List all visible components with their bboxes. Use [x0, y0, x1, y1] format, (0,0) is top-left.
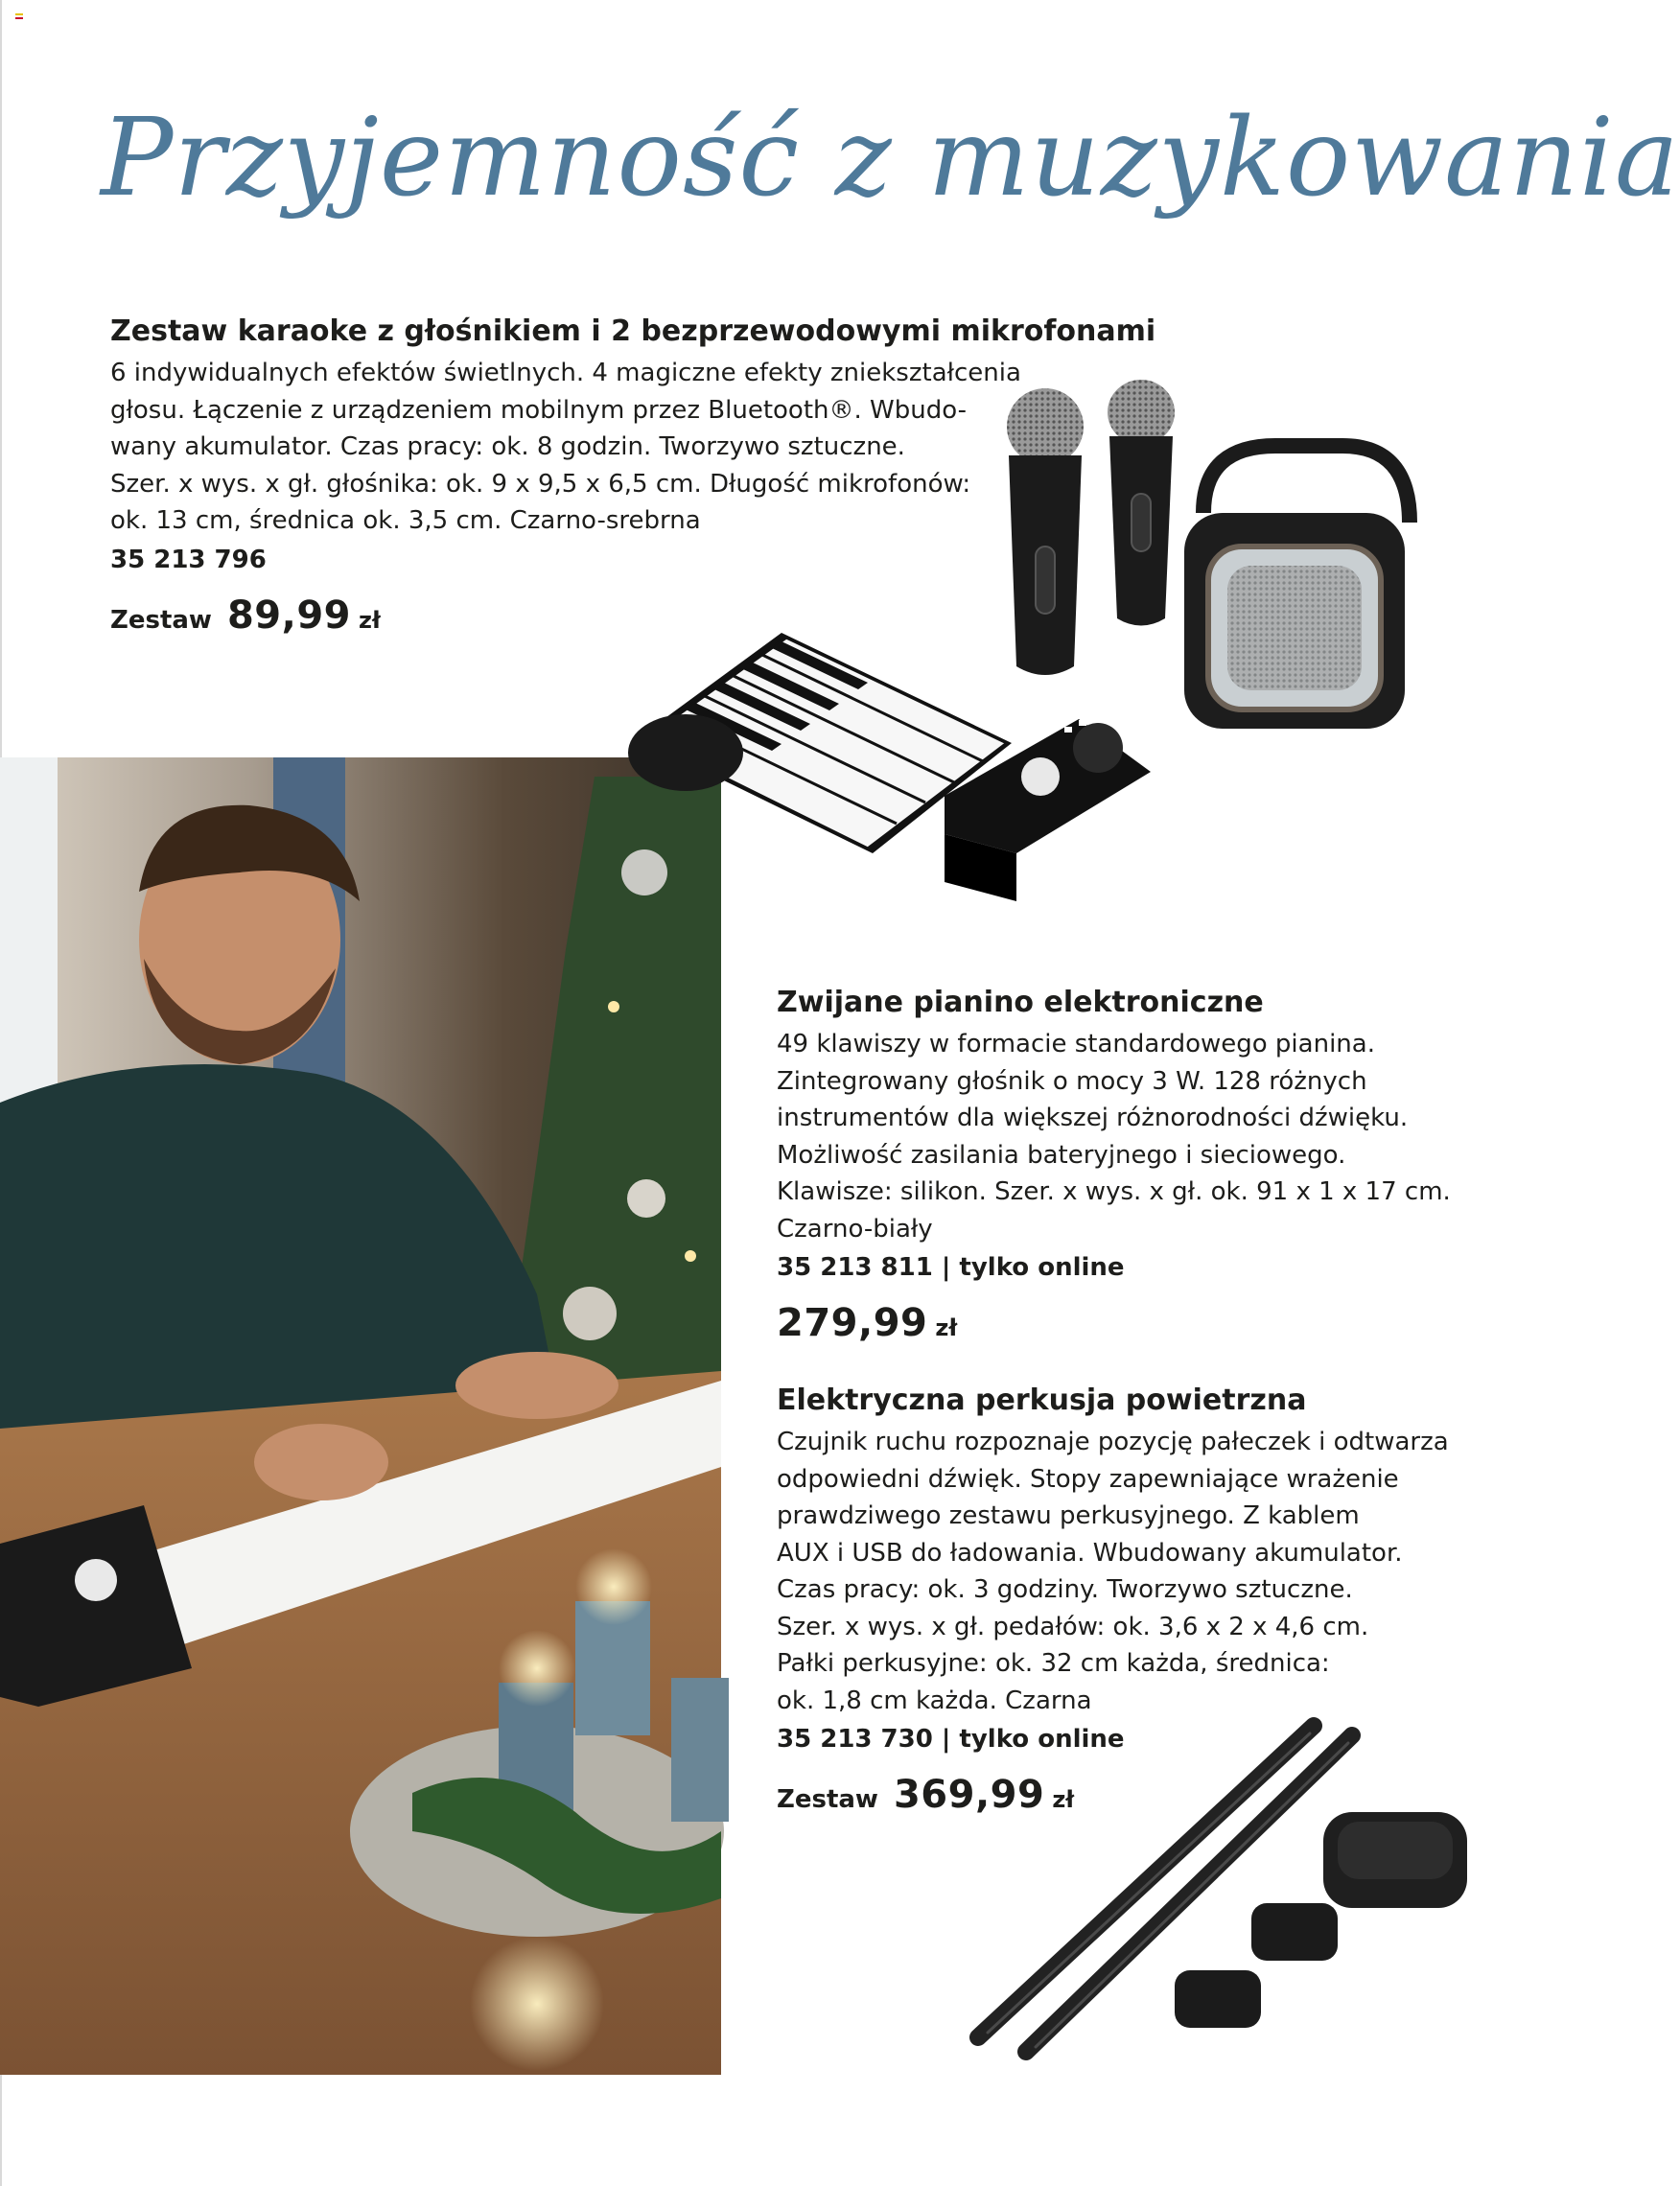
flag-icon	[15, 13, 29, 23]
microphone-head	[1108, 380, 1175, 445]
product-description	[777, 1424, 1449, 1719]
price-value: 279,99	[777, 1301, 928, 1345]
hand-right	[455, 1352, 618, 1419]
description-line: prawdziwego zestawu perkusyjnego. Z kablem	[777, 1501, 1360, 1530]
product-title: Zwijane pianino elektroniczne	[777, 986, 1264, 1019]
price-label: Zestaw	[777, 1785, 878, 1814]
description-line: 49 klawiszy w formacie standardowego pianina.	[777, 1030, 1375, 1058]
price-currency: zł	[1052, 1786, 1075, 1813]
product-title: Elektryczna perkusja powietrzna	[777, 1384, 1307, 1417]
foot-pedal	[1175, 1970, 1261, 2028]
foot-pedal	[1251, 1903, 1338, 1961]
product-code: 35 213 811 | tylko online	[777, 1253, 1125, 1282]
description-line: Zintegrowany głośnik o mocy 3 W. 128 różnych	[777, 1066, 1367, 1096]
description-line: Możliwość zasilania bateryjnego i sieciowego.	[777, 1140, 1346, 1170]
product-piano	[777, 984, 1451, 1345]
price-value: 89,99	[226, 593, 351, 638]
ornament	[563, 1287, 617, 1340]
speaker-grille	[1073, 723, 1123, 773]
product-code: 35 213 796	[110, 545, 267, 574]
product-description	[777, 1026, 1451, 1247]
ornament	[627, 1179, 665, 1218]
price-currency: zł	[359, 606, 381, 634]
description-line: Czujnik ruchu rozpoznaje pozycję pałeczek i odtwarza	[777, 1428, 1449, 1456]
description-line: ok. 13 cm, średnica ok. 3,5 cm. Czarno-srebrna	[110, 506, 701, 535]
price-row	[777, 1301, 1451, 1345]
description-line: Szer. x wys. x gł. głośnika: ok. 9 x 9,5 x 6,5 cm. Długość mikrofonów:	[110, 469, 971, 499]
price-label: Zestaw	[110, 605, 212, 635]
description-line: 6 indywidualnych efektów świetlnych. 4 magiczne efekty zniekształcenia	[110, 359, 1021, 387]
description-line: Czas pracy: ok. 3 godziny. Tworzywo sztuczne.	[777, 1575, 1353, 1604]
page-headline: Przyjemność z muzykowania	[101, 96, 1680, 221]
air-drum-set-icon	[959, 1716, 1482, 2081]
product-title: Zestaw karaoke z głośnikiem i 2 bezprzewodowymi mikrofonami	[110, 314, 1156, 348]
piano-dial	[1021, 757, 1060, 796]
drumstick	[978, 1726, 1314, 2037]
microphone-head	[1007, 388, 1084, 465]
description-line: odpowiedni dźwięk. Stopy zapewniające wrażenie	[777, 1464, 1399, 1494]
description-line: Czarno-biały	[777, 1214, 933, 1244]
piano-dial	[75, 1559, 117, 1601]
product-code: 35 213 730 | tylko online	[777, 1725, 1125, 1754]
price-value: 369,99	[893, 1773, 1045, 1817]
candle	[671, 1678, 729, 1822]
description-line: głosu. Łączenie z urządzeniem mobilnym przez Bluetooth®. Wbudo-	[110, 395, 968, 425]
lifestyle-photo	[0, 757, 721, 2075]
description-line: Szer. x wys. x gł. pedałów: ok. 3,6 x 2 x 4,6 cm.	[777, 1612, 1369, 1641]
piano-roll	[628, 714, 743, 791]
description-line: Pałki perkusyjne: ok. 32 cm każda, średnica:	[777, 1649, 1330, 1678]
hand-left	[254, 1424, 388, 1500]
description-line: AUX i USB do ładowania. Wbudowany akumulator.	[777, 1538, 1403, 1568]
description-line: ok. 1,8 cm każda. Czarna	[777, 1686, 1092, 1715]
description-line: Klawisze: silikon. Szer. x wys. x gł. ok. 91 x 1 x 17 cm.	[777, 1177, 1451, 1206]
price-currency: zł	[935, 1314, 958, 1341]
roll-up-piano-icon	[628, 614, 1160, 964]
description-line: wany akumulator. Czas pracy: ok. 8 godzin. Tworzywo sztuczne.	[110, 432, 905, 461]
description-line: instrumentów dla większej różnorodności dźwięku.	[777, 1104, 1409, 1132]
speaker-handle	[1203, 446, 1410, 523]
